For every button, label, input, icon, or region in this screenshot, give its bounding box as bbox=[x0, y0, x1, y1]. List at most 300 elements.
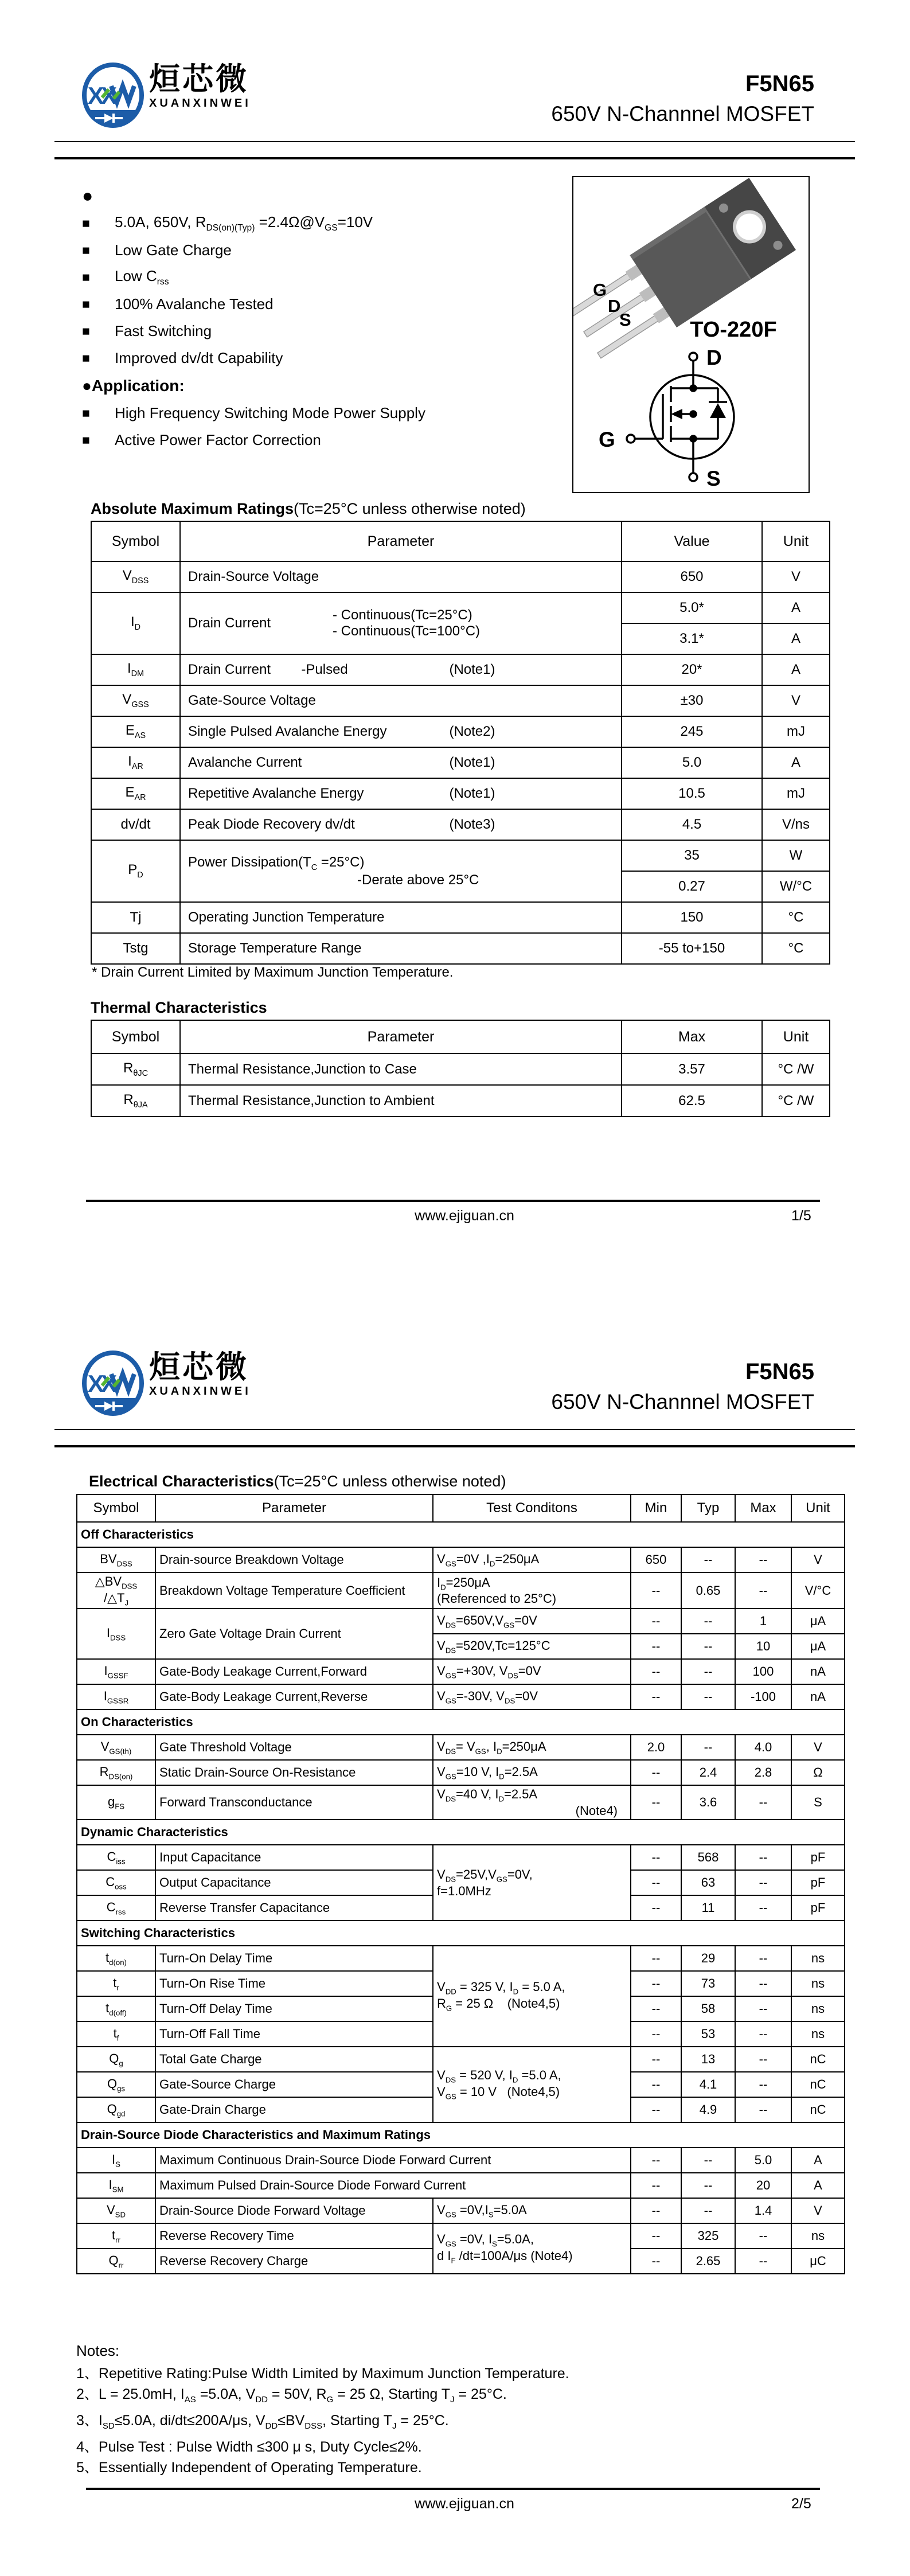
table-cell: Switching Characteristics bbox=[77, 1921, 845, 1946]
table-cell: -- bbox=[631, 2097, 681, 2122]
table-cell: -- bbox=[631, 1572, 681, 1609]
thermal-title-text: Thermal Characteristics bbox=[91, 999, 267, 1016]
table-cell: μC bbox=[791, 2249, 845, 2274]
table-cell: -- bbox=[681, 2173, 735, 2198]
list-item bbox=[82, 427, 558, 454]
table-cell: 62.5 bbox=[622, 1085, 762, 1117]
table-cell: 10 bbox=[735, 1634, 791, 1659]
table-cell: Operating Junction Temperature bbox=[180, 902, 622, 933]
table-cell: Gate-Body Leakage Current,Forward bbox=[155, 1659, 433, 1684]
table-cell: 5.0 bbox=[622, 747, 762, 778]
table-cell: Gate-Drain Charge bbox=[155, 2097, 433, 2122]
table-row bbox=[77, 2047, 845, 2072]
table-cell: -- bbox=[631, 1870, 681, 1895]
table-cell: $I_{DM}$ bbox=[91, 654, 180, 685]
table-cell: -- bbox=[681, 1684, 735, 1709]
notes-block bbox=[76, 2342, 845, 2478]
table-cell: μA bbox=[791, 1634, 845, 1659]
table-cell: $V_{GS} =0V,I_S=5.0A$ bbox=[433, 2198, 631, 2223]
table-row bbox=[91, 778, 830, 809]
company-logo bbox=[81, 62, 251, 128]
table-cell: 73 bbox=[681, 1971, 735, 1996]
table-cell: -- bbox=[631, 1996, 681, 2021]
table-cell: Test Conditons bbox=[433, 1494, 631, 1522]
list-item-text: 100% Avalanche Tested bbox=[115, 295, 274, 313]
table-cell: Unit bbox=[762, 1020, 830, 1053]
note-item: 2、L = 25.0mH, $I_{AS} =5.0A$, $V_{DD} = 50V$, $R_G = 25$ Ω, Starting $T_J = 25^\circ C$. bbox=[76, 2386, 507, 2405]
header-rule-thick bbox=[54, 157, 855, 159]
list-item-text: Low Gate Charge bbox=[115, 241, 232, 259]
table-cell: V bbox=[791, 1735, 845, 1760]
schematic-gate-label: G bbox=[599, 428, 615, 451]
table-cell: Zero Gate Voltage Drain Current bbox=[155, 1609, 433, 1659]
table-cell: Turn-Off Fall Time bbox=[155, 2021, 433, 2047]
list-item bbox=[82, 264, 558, 291]
square-bullet-icon: ■ bbox=[82, 432, 90, 447]
table-cell: $I_{GSSR}$ bbox=[77, 1684, 155, 1709]
table-cell: -- bbox=[681, 1547, 735, 1572]
table-cell: 5.0 bbox=[735, 2148, 791, 2173]
table-cell: -- bbox=[631, 2148, 681, 2173]
table-row bbox=[77, 1946, 845, 1971]
table-row bbox=[77, 1494, 845, 1522]
table-cell: $V_{SD}$ bbox=[77, 2198, 155, 2223]
table-cell: Single Pulsed Avalanche Energy (Note2) bbox=[180, 716, 622, 747]
table-cell: 1.4 bbox=[735, 2198, 791, 2223]
svg-text:XX: XX bbox=[88, 1370, 115, 1397]
table-row bbox=[91, 747, 830, 778]
table-row bbox=[91, 1085, 830, 1117]
table-cell: $V_{DS}=40$ V, $I_D=2.5A$ (Note4) bbox=[433, 1785, 631, 1820]
table-cell: $t_{d(on)}$ bbox=[77, 1946, 155, 1971]
table-cell: pF bbox=[791, 1845, 845, 1870]
table-cell: -- bbox=[631, 1659, 681, 1684]
table-cell: μA bbox=[791, 1609, 845, 1634]
table-cell: Turn-Off Delay Time bbox=[155, 1996, 433, 2021]
table-cell: $I_D=250\mu A$ (Referenced to 25°C) bbox=[433, 1572, 631, 1609]
note-item: 1、Repetitive Rating:Pulse Width Limited by Maximum Junction Temperature. bbox=[76, 2366, 569, 2382]
table-cell: $BV_{DSS}$ bbox=[77, 1547, 155, 1572]
table-cell: 4.9 bbox=[681, 2097, 735, 2122]
table-cell: ±30 bbox=[622, 685, 762, 716]
table-cell: -- bbox=[735, 1845, 791, 1870]
table-row bbox=[77, 2173, 845, 2198]
table-cell: 3.6 bbox=[681, 1785, 735, 1820]
table-cell: $Q_{gd}$ bbox=[77, 2097, 155, 2122]
table-cell: -- bbox=[631, 1946, 681, 1971]
abs-max-title-text: Absolute Maximum Ratings bbox=[91, 500, 294, 517]
notes-list bbox=[76, 2363, 845, 2478]
table-cell: -- bbox=[681, 1634, 735, 1659]
table-cell: °C bbox=[762, 933, 830, 964]
table-cell: Max bbox=[622, 1020, 762, 1053]
table-cell: $I_{DSS}$ bbox=[77, 1609, 155, 1659]
table-cell: 568 bbox=[681, 1845, 735, 1870]
square-bullet-icon: ■ bbox=[82, 296, 90, 311]
table-cell: -- bbox=[631, 2047, 681, 2072]
table-cell: ns bbox=[791, 1996, 845, 2021]
thermal-title bbox=[91, 999, 267, 1017]
table-cell: 150 bbox=[622, 902, 762, 933]
part-subtitle: 650V N-Channnel MOSFET bbox=[551, 1390, 814, 1414]
table-row bbox=[91, 521, 830, 561]
list-item-text: Improved dv/dt Capability bbox=[115, 349, 283, 366]
table-row bbox=[77, 2198, 845, 2223]
list-item bbox=[82, 210, 558, 237]
table-cell: $Q_g$ bbox=[77, 2047, 155, 2072]
table-row bbox=[77, 1684, 845, 1709]
table-cell: $R_{\theta JA}$ bbox=[91, 1085, 180, 1117]
table-cell: mJ bbox=[762, 716, 830, 747]
table-cell: 2.8 bbox=[735, 1760, 791, 1785]
elec-title-text: Electrical Characteristics bbox=[89, 1473, 274, 1490]
list-item bbox=[82, 318, 558, 345]
table-cell: $V_{GSS}$ bbox=[91, 685, 180, 716]
table-cell: $t_r$ bbox=[77, 1971, 155, 1996]
table-cell: -- bbox=[631, 2173, 681, 2198]
table-cell: 13 bbox=[681, 2047, 735, 2072]
table-cell: Input Capacitance bbox=[155, 1845, 433, 1870]
features-list bbox=[82, 210, 558, 372]
table-cell: -- bbox=[631, 2021, 681, 2047]
table-cell: Forward Transconductance bbox=[155, 1785, 433, 1820]
table-row bbox=[91, 685, 830, 716]
table-cell: -- bbox=[631, 1971, 681, 1996]
header-rule-thin bbox=[54, 1429, 855, 1430]
table-cell: nC bbox=[791, 2047, 845, 2072]
table-cell: Gate-Body Leakage Current,Reverse bbox=[155, 1684, 433, 1709]
footer-url: www.ejiguan.cn bbox=[415, 2496, 514, 2512]
table-cell: $V_{DS}=25V,V_{GS}=0V$, f=1.0MHz bbox=[433, 1845, 631, 1921]
table-cell: V/°C bbox=[791, 1572, 845, 1609]
table-cell: 4.0 bbox=[735, 1735, 791, 1760]
table-cell: $V_{DS}=520V,Tc=125^\circ C$ bbox=[433, 1634, 631, 1659]
table-cell: $V_{DSS}$ bbox=[91, 561, 180, 592]
table-cell: Parameter bbox=[180, 521, 622, 561]
pin-label-s: S bbox=[619, 310, 631, 330]
square-bullet-icon: ■ bbox=[82, 243, 90, 257]
table-cell: -- bbox=[681, 1609, 735, 1634]
table-cell: -- bbox=[735, 2223, 791, 2249]
package-type-label: TO-220F bbox=[690, 318, 777, 342]
table-cell: Unit bbox=[791, 1494, 845, 1522]
table-cell: Thermal Resistance,Junction to Case bbox=[180, 1053, 622, 1085]
table-cell: dv/dt bbox=[91, 809, 180, 840]
electrical-characteristics-table bbox=[76, 1494, 845, 2274]
table-cell: Turn-On Delay Time bbox=[155, 1946, 433, 1971]
table-cell: nC bbox=[791, 2072, 845, 2097]
table-cell: A bbox=[762, 747, 830, 778]
table-cell: Dynamic Characteristics bbox=[77, 1820, 845, 1845]
table-cell: 3.1* bbox=[622, 623, 762, 654]
table-cell: $C_{rss}$ bbox=[77, 1895, 155, 1921]
list-item-text: Fast Switching bbox=[115, 322, 212, 339]
table-cell: ns bbox=[791, 1971, 845, 1996]
table-cell: 10.5 bbox=[622, 778, 762, 809]
table-cell: 2.4 bbox=[681, 1760, 735, 1785]
table-cell: -- bbox=[631, 1895, 681, 1921]
table-cell: Drain Current - Continuous(Tc=25°C) - Continuous(Tc=100°C) bbox=[180, 592, 622, 654]
table-cell: $I_S$ bbox=[77, 2148, 155, 2173]
table-row bbox=[91, 592, 830, 623]
table-cell: W/°C bbox=[762, 871, 830, 902]
table-cell: 3.57 bbox=[622, 1053, 762, 1085]
table-cell: -55 to+150 bbox=[622, 933, 762, 964]
table-cell: nA bbox=[791, 1659, 845, 1684]
header-rule-thick bbox=[54, 1445, 855, 1447]
table-cell: $V_{GS} =0V$, $I_S=5.0A$, d $I_F$ /dt=100A/μs (Note4) bbox=[433, 2223, 631, 2274]
table-cell: V bbox=[762, 561, 830, 592]
list-item bbox=[82, 345, 558, 372]
table-cell: °C /W bbox=[762, 1085, 830, 1117]
table-row bbox=[77, 1522, 845, 1547]
table-cell: Symbol bbox=[91, 1020, 180, 1053]
table-cell: 58 bbox=[681, 1996, 735, 2021]
table-cell: 100 bbox=[735, 1659, 791, 1684]
table-cell: Parameter bbox=[180, 1020, 622, 1053]
table-cell: ns bbox=[791, 1946, 845, 1971]
note-item: 5、Essentially Independent of Operating Temperature. bbox=[76, 2460, 422, 2476]
table-cell: Repetitive Avalanche Energy (Note1) bbox=[180, 778, 622, 809]
package-photo bbox=[573, 178, 796, 371]
table-cell: $g_{FS}$ bbox=[77, 1785, 155, 1820]
note-item: 4、Pulse Test : Pulse Width ≤300 μ s, Duty Cycle≤2%. bbox=[76, 2439, 422, 2455]
table-cell: Drain-source Breakdown Voltage bbox=[155, 1547, 433, 1572]
footer-rule bbox=[86, 2488, 820, 2490]
table-cell: -- bbox=[631, 2072, 681, 2097]
table-cell: V bbox=[762, 685, 830, 716]
table-cell: -- bbox=[631, 2249, 681, 2274]
square-bullet-icon: ■ bbox=[82, 216, 90, 231]
table-cell: -- bbox=[735, 1996, 791, 2021]
table-cell: Output Capacitance bbox=[155, 1870, 433, 1895]
table-cell: Drain-Source Diode Characteristics and Maximum Ratings bbox=[77, 2122, 845, 2148]
datasheet-page-2 bbox=[0, 1288, 910, 2576]
logo-mark-icon bbox=[81, 62, 144, 128]
table-cell: -- bbox=[735, 1547, 791, 1572]
table-cell: $V_{GS(th)}$ bbox=[77, 1735, 155, 1760]
table-row bbox=[77, 2223, 845, 2249]
table-cell: $V_{DS}= V_{GS}$, $I_D=250\mu A$ bbox=[433, 1735, 631, 1760]
table-cell: -- bbox=[681, 2148, 735, 2173]
table-cell: -- bbox=[735, 2047, 791, 2072]
table-cell: -- bbox=[735, 1946, 791, 1971]
package-and-symbol-graphic bbox=[573, 177, 806, 490]
table-row bbox=[91, 654, 830, 685]
table-cell: Value bbox=[622, 521, 762, 561]
table-cell: Typ bbox=[681, 1494, 735, 1522]
table-cell: Ω bbox=[791, 1760, 845, 1785]
table-cell: $E_{AR}$ bbox=[91, 778, 180, 809]
features-block bbox=[82, 181, 558, 454]
table-cell: Off Characteristics bbox=[77, 1522, 845, 1547]
table-row bbox=[77, 2122, 845, 2148]
note-item: 3、$I_{SD}\le 5.0A$, di/dt≤200A/μs, $V_{DD}\le BV_{DSS}$, Starting $T_J = 25^\circ C$. bbox=[76, 2413, 449, 2431]
table-cell: Maximum Pulsed Drain-Source Diode Forward Current bbox=[155, 2173, 631, 2198]
table-cell: -- bbox=[631, 1609, 681, 1634]
table-cell: pF bbox=[791, 1870, 845, 1895]
circle-bullet-icon: ● bbox=[82, 185, 93, 206]
table-cell: On Characteristics bbox=[77, 1709, 845, 1735]
table-cell: Gate-Source Charge bbox=[155, 2072, 433, 2097]
table-cell: A bbox=[791, 2148, 845, 2173]
table-cell: S bbox=[791, 1785, 845, 1820]
logo-mark-icon bbox=[81, 1350, 144, 1416]
table-cell: A bbox=[762, 654, 830, 685]
square-bullet-icon: ■ bbox=[82, 405, 90, 420]
elec-title bbox=[89, 1473, 506, 1490]
table-cell: $t_{rr}$ bbox=[77, 2223, 155, 2249]
table-row bbox=[91, 933, 830, 964]
table-row bbox=[91, 1053, 830, 1085]
package-diagram-box bbox=[572, 176, 810, 493]
table-cell: 0.27 bbox=[622, 871, 762, 902]
brand-name-en: XUANXINWEI bbox=[149, 97, 251, 110]
table-cell: Gate Threshold Voltage bbox=[155, 1735, 433, 1760]
list-item bbox=[82, 400, 558, 427]
table-cell: Gate-Source Voltage bbox=[180, 685, 622, 716]
header-rule-thin bbox=[54, 141, 855, 142]
schematic-drain-label: D bbox=[706, 346, 722, 369]
table-cell: $V_{GS}=10$ V, $I_D=2.5A$ bbox=[433, 1760, 631, 1785]
table-cell: 63 bbox=[681, 1870, 735, 1895]
square-bullet-icon: ■ bbox=[82, 350, 90, 365]
table-cell: A bbox=[791, 2173, 845, 2198]
table-cell: Reverse Transfer Capacitance bbox=[155, 1895, 433, 1921]
table-cell: -- bbox=[735, 2021, 791, 2047]
table-cell: 4.5 bbox=[622, 809, 762, 840]
table-cell: ns bbox=[791, 2021, 845, 2047]
brand-name-en: XUANXINWEI bbox=[149, 1385, 251, 1398]
application-heading: ●Application: bbox=[82, 376, 185, 395]
list-item bbox=[82, 237, 558, 264]
table-row bbox=[91, 902, 830, 933]
absolute-maximum-ratings-table bbox=[91, 521, 830, 965]
table-cell: 0.65 bbox=[681, 1572, 735, 1609]
table-cell: Parameter bbox=[155, 1494, 433, 1522]
brand-name-cn: 烜芯微 bbox=[149, 62, 249, 96]
part-number: F5N65 bbox=[745, 1359, 814, 1384]
table-cell: 11 bbox=[681, 1895, 735, 1921]
table-cell: Storage Temperature Range bbox=[180, 933, 622, 964]
brand-name-cn: 烜芯微 bbox=[149, 1350, 249, 1384]
table-cell: 245 bbox=[622, 716, 762, 747]
abs-max-title bbox=[91, 500, 526, 518]
table-cell: $R_{\theta JC}$ bbox=[91, 1053, 180, 1085]
table-cell: V bbox=[791, 1547, 845, 1572]
schematic-source-label: S bbox=[706, 467, 721, 490]
table-cell: -- bbox=[735, 1971, 791, 1996]
table-row bbox=[77, 1921, 845, 1946]
table-row bbox=[77, 1709, 845, 1735]
table-cell: -- bbox=[735, 2097, 791, 2122]
table-row bbox=[77, 1609, 845, 1634]
table-cell: $\triangle BV_{DSS}$ $/\triangle T_J$ bbox=[77, 1572, 155, 1609]
table-cell: 53 bbox=[681, 2021, 735, 2047]
table-cell: nC bbox=[791, 2097, 845, 2122]
mosfet-symbol bbox=[627, 353, 734, 481]
company-logo bbox=[81, 1350, 251, 1416]
table-cell: W bbox=[762, 840, 830, 871]
table-cell: $C_{iss}$ bbox=[77, 1845, 155, 1870]
table-cell: Drain-Source Voltage bbox=[180, 561, 622, 592]
table-cell: -- bbox=[735, 1785, 791, 1820]
footer-url: www.ejiguan.cn bbox=[415, 1208, 514, 1224]
table-row bbox=[91, 840, 830, 871]
table-cell: $V_{GS}=0V$ $,I_D=250\mu A$ bbox=[433, 1547, 631, 1572]
table-cell: 650 bbox=[631, 1547, 681, 1572]
table-cell: -- bbox=[631, 1760, 681, 1785]
table-row bbox=[77, 1547, 845, 1572]
table-cell: $I_D$ bbox=[91, 592, 180, 654]
table-cell: Min bbox=[631, 1494, 681, 1522]
table-cell: $V_{DS} = 520$ V, $I_D =5.0$ A, $V_{GS} = 10$ V (Note4,5) bbox=[433, 2047, 631, 2122]
table-cell: $I_{GSSF}$ bbox=[77, 1659, 155, 1684]
table-cell: A bbox=[762, 623, 830, 654]
table-cell: Total Gate Charge bbox=[155, 2047, 433, 2072]
table-cell: $C_{oss}$ bbox=[77, 1870, 155, 1895]
abs-max-footnote: * Drain Current Limited by Maximum Junction Temperature. bbox=[92, 965, 454, 980]
list-item-text: High Frequency Switching Mode Power Supply bbox=[115, 404, 425, 421]
elec-title-suffix: (Tc=25°C unless otherwise noted) bbox=[274, 1473, 506, 1490]
table-cell: -- bbox=[631, 1845, 681, 1870]
table-cell: Tstg bbox=[91, 933, 180, 964]
table-cell: -- bbox=[631, 1684, 681, 1709]
table-row bbox=[77, 1820, 845, 1845]
table-cell: 2.65 bbox=[681, 2249, 735, 2274]
table-row bbox=[91, 561, 830, 592]
table-row bbox=[77, 1659, 845, 1684]
table-cell: -100 bbox=[735, 1684, 791, 1709]
table-cell: $t_f$ bbox=[77, 2021, 155, 2047]
table-cell: -- bbox=[631, 2223, 681, 2249]
table-cell: -- bbox=[735, 2072, 791, 2097]
table-cell: $P_D$ bbox=[91, 840, 180, 902]
table-cell: pF bbox=[791, 1895, 845, 1921]
table-cell: 20* bbox=[622, 654, 762, 685]
list-item-text: 5.0A, 650V, $R_{DS(on)(Typ)}$ $=2.4\Omega@V_{GS}=10V$ bbox=[115, 213, 373, 233]
list-item-text: Low $C_{rss}$ bbox=[115, 267, 169, 287]
list-item bbox=[82, 291, 558, 318]
table-row bbox=[77, 1760, 845, 1785]
table-cell: $Q_{rr}$ bbox=[77, 2249, 155, 2274]
table-cell: Drain Current -Pulsed (Note1) bbox=[180, 654, 622, 685]
table-cell: $V_{GS}=+30V$, $V_{DS}=0V$ bbox=[433, 1659, 631, 1684]
table-cell: 4.1 bbox=[681, 2072, 735, 2097]
table-cell: 325 bbox=[681, 2223, 735, 2249]
table-cell: V/ns bbox=[762, 809, 830, 840]
table-cell: -- bbox=[681, 1659, 735, 1684]
page-number: 1/5 bbox=[791, 1208, 811, 1224]
table-cell: -- bbox=[735, 1572, 791, 1609]
table-cell: 35 bbox=[622, 840, 762, 871]
table-cell: $R_{DS(on)}$ bbox=[77, 1760, 155, 1785]
thermal-characteristics-table bbox=[91, 1020, 830, 1117]
table-cell: Maximum Continuous Drain-Source Diode Forward Current bbox=[155, 2148, 631, 2173]
pin-label-g: G bbox=[593, 280, 607, 300]
table-cell: $V_{DS}=650V,V_{GS}=0V$ bbox=[433, 1609, 631, 1634]
table-cell: °C bbox=[762, 902, 830, 933]
table-cell: Peak Diode Recovery dv/dt (Note3) bbox=[180, 809, 622, 840]
part-subtitle: 650V N-Channnel MOSFET bbox=[551, 102, 814, 126]
table-cell: -- bbox=[681, 1735, 735, 1760]
table-cell: $E_{AS}$ bbox=[91, 716, 180, 747]
table-cell: $V_{GS}=-30V$, $V_{DS}=0V$ bbox=[433, 1684, 631, 1709]
table-cell: 650 bbox=[622, 561, 762, 592]
list-item-text: Active Power Factor Correction bbox=[115, 431, 321, 448]
table-cell: Symbol bbox=[77, 1494, 155, 1522]
footer-rule bbox=[86, 1200, 820, 1202]
